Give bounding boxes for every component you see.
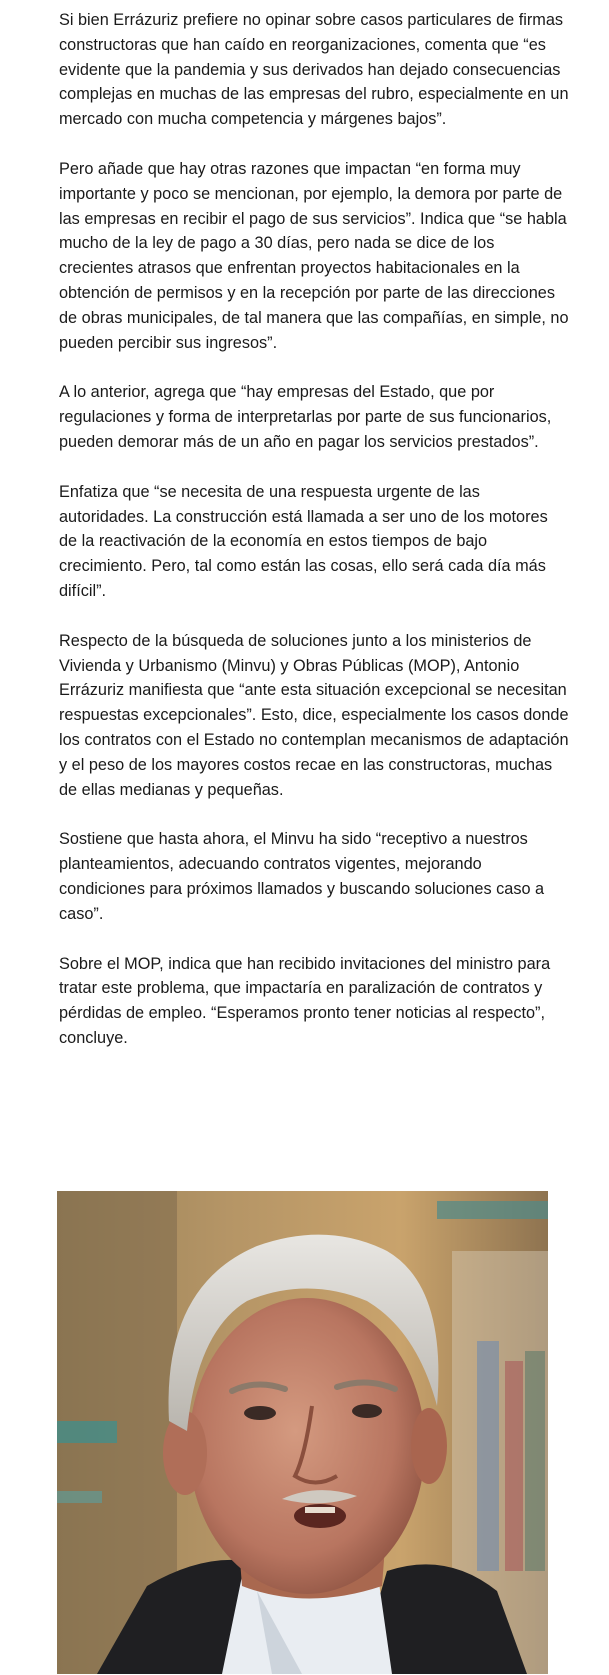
article-photo: [57, 1191, 548, 1674]
paragraph: Pero añade que hay otras razones que impactan “en forma muy importante y poco se mencionan, por ejemplo, la demora por parte de las empresas en recibir el pago de sus servicios”. Indica que “se habla mucho de la ley de pago a 30 días, pero nada se dice de los crecientes atrasos que enfrentan proyectos habitacionales en la obtención de permisos y en la recepción por parte de las direcciones de obras municipales, de tal manera que las compañías, en simple, no pueden percibir sus ingresos”.: [59, 159, 569, 352]
paragraph: A lo anterior, agrega que “hay empresas del Estado, que por regulaciones y forma de interpretarlas por parte de sus funcionarios, pueden demorar más de un año en pagar los servicios prestados”.: [59, 383, 552, 451]
paragraph: Sobre el MOP, indica que han recibido invitaciones del ministro para tratar este problema, que impactaría en paralización de contratos y pérdidas de empleo. “Esperamos pronto tener noticias al respecto”, concluye.: [59, 954, 551, 1047]
portrait-image: [57, 1191, 548, 1674]
paragraph: Enfatiza que “se necesita de una respuesta urgente de las autoridades. La construcción está llamada a ser uno de los motores de la reactivación de la economía en estos tiempos de bajo crecimiento. Pero, tal como están las cosas, ello será cada día más difícil”.: [59, 482, 548, 600]
paragraph: Sostiene que hasta ahora, el Minvu ha sido “receptivo a nuestros planteamientos, adecuando contratos vigentes, mejorando condiciones para próximos llamados y buscando soluciones caso a caso”.: [59, 830, 545, 923]
article-body: [59, 8, 569, 1076]
paragraph: Respecto de la búsqueda de soluciones junto a los ministerios de Vivienda y Urbanismo (Minvu) y Obras Públicas (MOP), Antonio Errázuriz manifiesta que “ante esta situación excepcional se necesitan respuestas excepcionales”. Esto, dice, especialmente los casos donde los contratos con el Estado no contemplan mecanismos de adaptación y el peso de los mayores costos recae en las constructoras, muchas de ellas medianas y pequeñas.: [59, 631, 569, 799]
paragraph: Si bien Errázuriz prefiere no opinar sobre casos particulares de firmas constructoras que han caído en reorganizaciones, comenta que “es evidente que la pandemia y sus derivados han dejado consecuencias complejas en muchas de las empresas del rubro, especialmente en un mercado con mucha competencia y márgenes bajos”.: [59, 11, 569, 129]
